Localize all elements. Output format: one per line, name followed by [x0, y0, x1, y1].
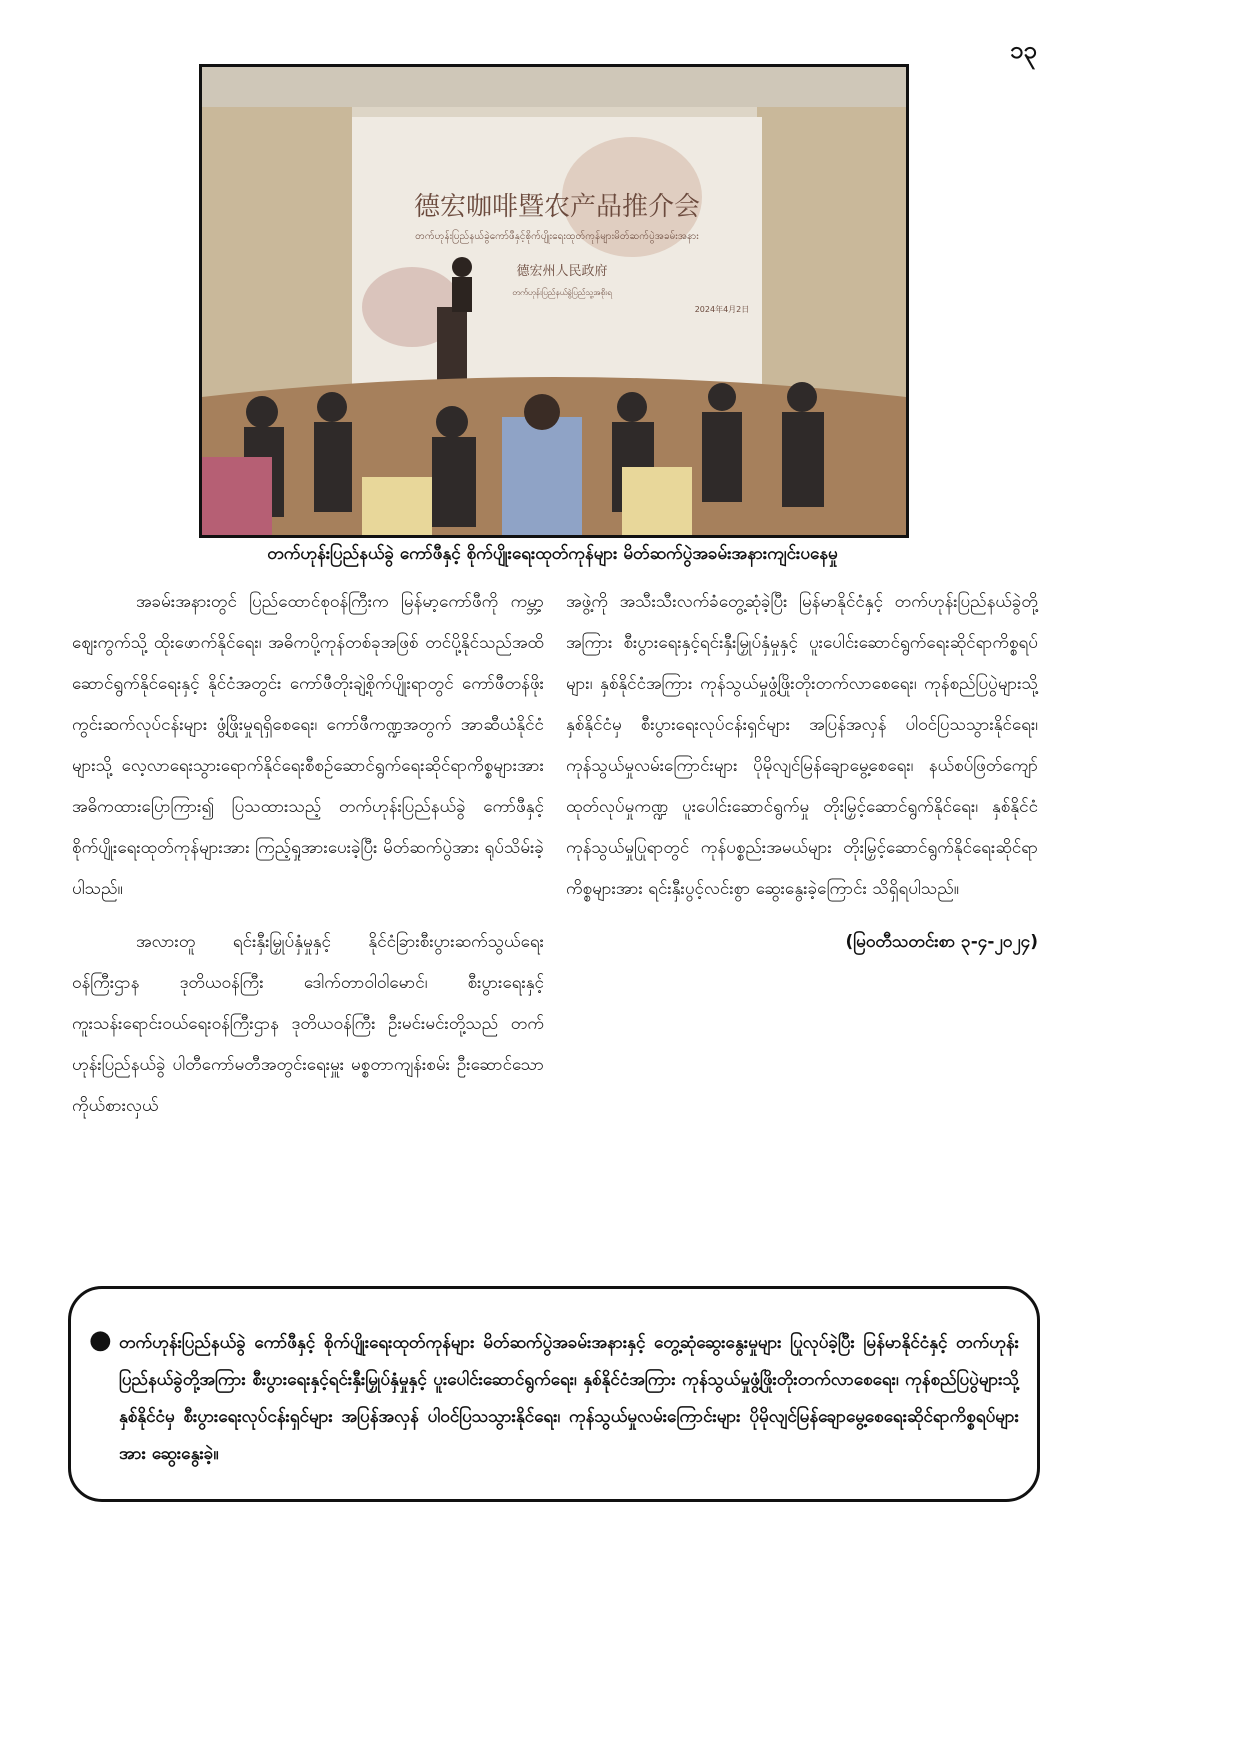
event-photo-illustration: [202, 67, 906, 535]
article-paragraph: အလားတူ ရင်းနှီးမြှုပ်နှံမှုနှင့် နိုင်ငံခြားစီးပွားဆက်သွယ်ရေးဝန်ကြီးဌာန ဒုတိယဝန်ကြီး ဒေါက်တာဝါဝါမောင်၊ စီးပွားရေးနှင့် ကူးသန်းရောင်းဝယ်ရေးဝန်ကြီးဌာန ဒုတိယဝန်ကြီး ဦးမင်းမင်းတို့သည် တက်ဟုန်းပြည်နယ်ခွဲ ပါတီကော်မတီအတွင်းရေးမှူး မစ္စတာကျန်းစမ်း ဦးဆောင်သောကိုယ်စားလှယ်: [72, 932, 544, 1116]
article-paragraph: အဖွဲ့ကို အသီးသီးလက်ခံတွေ့ဆုံခဲ့ပြီး မြန်မာနိုင်ငံနှင့် တက်ဟုန်းပြည်နယ်ခွဲတို့အကြား စီးပွားရေးနှင့်ရင်းနှီးမြှုပ်နှံမှုနှင့် ပူးပေါင်းဆောင်ရွက်ရေးဆိုင်ရာကိစ္စရပ်များ၊ နှစ်နိုင်ငံအကြား ကုန်သွယ်မှုဖွံ့ဖြိုးတိုးတက်လာစေရေး၊ ကုန်စည်ပြပွဲများသို့ နှစ်နိုင်ငံမှ စီးပွားရေးလုပ်ငန်းရှင်များ အပြန်အလှန် ပါဝင်ပြသသွားနိုင်ရေး၊ ကုန်သွယ်မှုလမ်းကြောင်းများ ပိုမိုလျင်မြန်ချောမွေ့စေရေး၊ နယ်စပ်ဖြတ်ကျော်ထုတ်လုပ်မှုကဏ္ဍ ပူးပေါင်းဆောင်ရွက်မှု တိုးမြှင့်ဆောင်ရွက်နိုင်ရေး၊ နှစ်နိုင်ငံကုန်သွယ်မှုပြုရာတွင် ကုန်ပစ္စည်းအမယ်များ တိုးမြှင့်ဆောင်ရွက်နိုင်ရေးဆိုင်ရာကိစ္စများအား ရင်းနှီးပွင့်လင်းစွာ ဆွေးနွေးခဲ့ကြောင်း သိရှိရပါသည်။: [566, 592, 1038, 899]
banner-subtitle-mm: တက်ဟုန်းပြည်နယ်ခွဲကော်ဖီနှင့်စိုက်ပျိုးရေးထုတ်ကုန်များမိတ်ဆက်ပွဲအခမ်းအနား: [415, 231, 699, 242]
page-number: ၁၃: [1010, 36, 1037, 64]
news-source: (မြဝတီသတင်းစာ ၃-၄-၂၀၂၄): [845, 932, 1038, 952]
article-paragraph: အခမ်းအနားတွင် ပြည်ထောင်စုဝန်ကြီးက မြန်မာ့ကော်ဖီကို ကမ္ဘာ့ဈေးကွက်သို့ ထိုးဖောက်နိုင်ရေး၊ အဓိကပို့ကုန်တစ်ခုအဖြစ် တင်ပို့နိုင်သည်အထိ ဆောင်ရွက်နိုင်ရေးနှင့် နိုင်ငံအတွင်း ကော်ဖီတိုးချဲ့စိုက်ပျိုးရာတွင် ကော်ဖီတန်ဖိုး ကွင်းဆက်လုပ်ငန်းများ ဖွံ့ဖြိုးမှုရရှိစေရေး၊ ကော်ဖီကဏ္ဍအတွက် အာဆီယံနိုင်ငံများသို့ လေ့လာရေးသွားရောက်နိုင်ရေးစီစဉ်ဆောင်ရွက်ရေးဆိုင်ရာကိစ္စများအား အဓိကထားပြောကြား၍ ပြသထားသည့် တက်ဟုန်းပြည်နယ်ခွဲ ကော်ဖီနှင့် စိုက်ပျိုးရေးထုတ်ကုန်များအား ကြည့်ရှုအားပေးခဲ့ပြီး မိတ်ဆက်ပွဲအား ရုပ်သိမ်းခဲ့ပါသည်။: [72, 592, 544, 899]
article-column-left: [72, 582, 544, 1139]
article-column-right: [566, 582, 1038, 975]
banner-org-mm: တက်ဟုန်းပြည်နယ်ခွဲပြည်သူ့အစိုးရ: [512, 288, 612, 297]
summary-box: [68, 1286, 1040, 1502]
event-photo: [199, 64, 909, 538]
banner-title-cn: 德宏咖啡暨农产品推介会: [413, 192, 701, 222]
banner-org-cn: 德宏州人民政府: [516, 264, 608, 279]
bullet-icon: ●: [89, 1325, 112, 1355]
summary-text: တက်ဟုန်းပြည်နယ်ခွဲ ကော်ဖီနှင့် စိုက်ပျိုးရေးထုတ်ကုန်များ မိတ်ဆက်ပွဲအခမ်းအနားနှင့် တွေ့ဆုံဆွေးနွေးမှုများ ပြုလုပ်ခဲ့ပြီး မြန်မာနိုင်ငံနှင့် တက်ဟုန်းပြည်နယ်ခွဲတို့အကြား စီးပွားရေးနှင့်ရင်းနှီးမြှုပ်နှံမှုနှင့် ပူးပေါင်းဆောင်ရွက်ရေး၊ နှစ်နိုင်ငံအကြား ကုန်သွယ်မှုဖွံ့ဖြိုးတိုးတက်လာစေရေး၊ ကုန်စည်ပြပွဲများသို့ နှစ်နိုင်ငံမှ စီးပွားရေးလုပ်ငန်းရှင်များ အပြန်အလှန် ပါဝင်ပြသသွားနိုင်ရေး၊ ကုန်သွယ်မှုလမ်းကြောင်းများ ပိုမိုလျင်မြန်ချောမွေ့စေရေးဆိုင်ရာကိစ္စရပ်များအား ဆွေးနွေးခဲ့။: [119, 1333, 1019, 1464]
banner-date: 2024年4月2日: [694, 305, 750, 314]
photo-caption: တက်ဟုန်းပြည်နယ်ခွဲ ကော်ဖီနှင့် စိုက်ပျိုးရေးထုတ်ကုန်များ မိတ်ဆက်ပွဲအခမ်းအနားကျင်းပနေမှု: [267, 544, 838, 564]
